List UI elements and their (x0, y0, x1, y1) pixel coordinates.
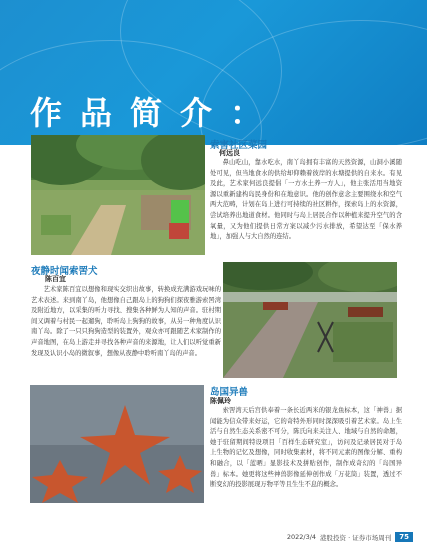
footer-date: 2022/3/4 (286, 533, 317, 541)
page-number: 75 (395, 532, 413, 542)
footer-publication: 港股投资 · 证券市场周刊 (320, 533, 392, 542)
section-body-3: 索罟湾天后宫供奉着一条长近两米的银龙鱼标本，这「神兽」据闻能为信众带来好运，它的奇特外形同时深深吸引着艺术家。岛上生活与自然生态关系密不可分，陈氏向来关注人、地域与自然的命题，她于驻留期间特设项目「百样生态研究室」，访问及记录居民对于岛上生物的记忆及想像，同时收集素材，将不同元素的图像分解、重构和融合，以「蓝晒」显影技术及拼贴创作，制作成奇幻的「岛国异兽」标本。她更将这些神兽影像延伸创作成「万花筒」装置，透过不断变幻的投影展现万物平等且生生不息的概念。 (210, 407, 402, 489)
photo-park (223, 262, 397, 378)
section-author-1: 何远良 (219, 149, 240, 157)
section-author-3: 陈佩玲 (210, 397, 231, 405)
section-author-2: 陈百宜 (45, 275, 66, 283)
page-title: 作品简介： (30, 94, 281, 132)
section-title-1: 索害社区菜园 (210, 140, 268, 151)
page-footer (287, 531, 413, 543)
section-body-1: 鼻山吃山，靠水吃水，南丫岛拥有丰富的天然资源，山洞小溪随处可见，但当地食水的供给却仰赖着彼岸的水塘提供的自来水。有见及此，艺术家何远良提倡「一方水土养一方人」，他主张活用当地资源以重新建构岛民身份和在地意识。他的创作意念主要围绕水和空气两大范畴，计划在岛上进行可持续的社区耕作，探索岛上的水资源，尝试培养出地道食材。他同时与岛上居民合作以种植来提升空气的含氧量，又为他们提供日常方案以减少污水排放，希望达至「保水养地」，加强人与大自然的连结。 (210, 159, 402, 241)
photo-starfish (30, 385, 204, 503)
section-title-2: 夜静时闻索罟犬 (31, 266, 98, 277)
section-title-3: 岛国异兽 (210, 387, 249, 398)
section-body-2: 艺术家陈百宜以想像和现实交织出故事，转换成充满游戏玩味的艺术表述。来到南丫岛，他想像自己跟岛上的狗狗们探夜雅游索罟湾及附近地方，以采集的听力寻找、搜集各种鲜为人知的声音。驻村期间又调着与村民一起遛狗，聆听岛上狗狗的故事，从另一种角度认识南丫岛。除了一只只狗狗造型的装置外，观众亦可跟随艺术家制作的声音地图，在岛上游走并寻找各种声音的来源地，让人们以听觉重新发现及认识小岛的微叙事，想像从夜静中聆听南丫岛的声音。 (31, 286, 221, 357)
photo-community-garden (31, 135, 205, 255)
